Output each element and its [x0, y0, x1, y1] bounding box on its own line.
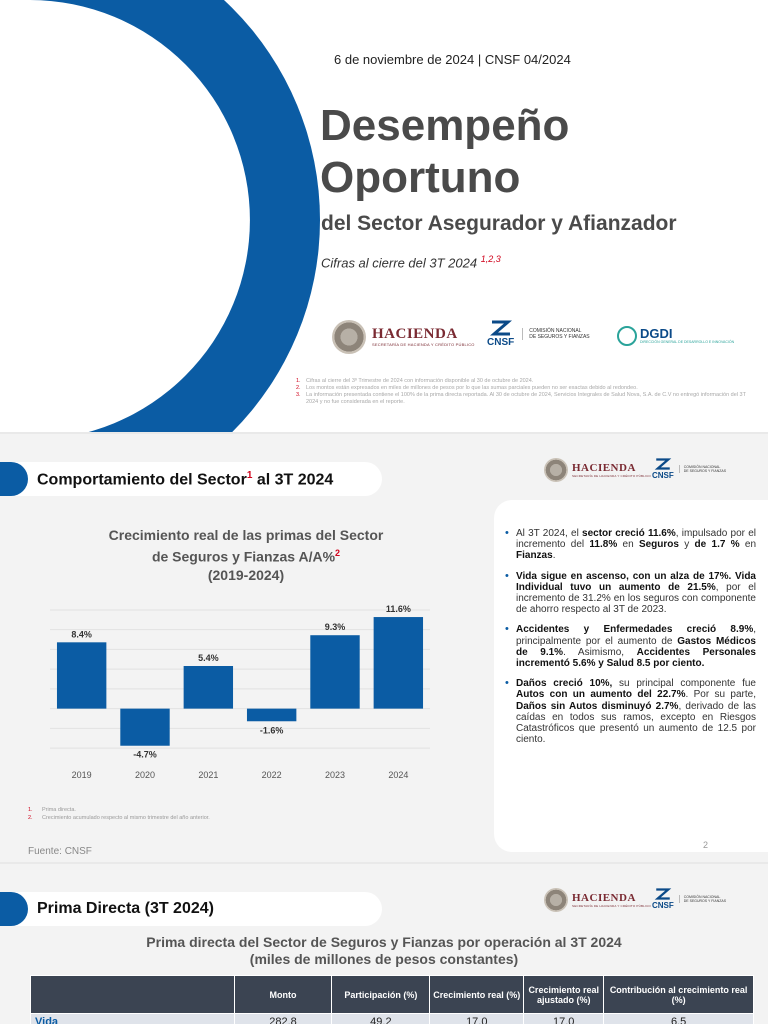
- slide-header-title: [37, 470, 333, 489]
- hacienda-subtitle: SECRETARÍA DE HACIENDA Y CRÉDITO PÚBLICO: [372, 342, 475, 347]
- table-cell: 282.8: [234, 1014, 332, 1024]
- column-header: Crecimiento real ajustado (%): [524, 976, 604, 1014]
- x-tick-label: 2020: [134, 770, 156, 780]
- page-number: 2: [703, 840, 709, 850]
- table-title-line1: Prima directa del Sector de Seguros y Fianzas por operación al 3T 2024: [146, 934, 622, 950]
- hacienda-wordmark: HACIENDA: [572, 891, 636, 904]
- cover-footnotes: [296, 378, 746, 406]
- cnsf-mark: [487, 320, 514, 348]
- prima-directa-table: [30, 975, 754, 1024]
- cnsf-description: [679, 465, 726, 473]
- bar-2022: [247, 709, 296, 722]
- cnsf-desc-line2: DE SEGUROS Y FIANZAS: [529, 334, 590, 340]
- hacienda-wordmark: HACIENDA: [372, 326, 458, 342]
- hacienda-logo: [544, 458, 651, 482]
- cnsf-desc-line1: COMISIÓN NACIONAL: [683, 465, 721, 469]
- chart-title-line1: Crecimiento real de las primas del Sector: [108, 527, 384, 543]
- header-title-sup: 1: [246, 470, 253, 481]
- cnsf-desc-line2: DE SEGUROS Y FIANZAS: [683, 899, 727, 903]
- cnsf-desc-line2: DE SEGUROS Y FIANZAS: [683, 469, 727, 473]
- cover-title: [320, 100, 569, 204]
- table-cell: 17.0: [524, 1014, 604, 1024]
- data-label: 9.3%: [324, 622, 346, 633]
- data-label: -1.6%: [259, 725, 284, 736]
- cnsf-logo: [652, 458, 726, 480]
- header-logos: [544, 888, 744, 918]
- bar-2019: [57, 642, 106, 708]
- data-label: 8.4%: [71, 629, 92, 640]
- source-note: Fuente: CNSF: [28, 846, 92, 857]
- cnsf-logo: [487, 320, 590, 348]
- sector-slide: [0, 434, 768, 862]
- data-label: -4.7%: [133, 749, 157, 760]
- data-label: 5.4%: [198, 653, 219, 663]
- bar-2023: [310, 635, 359, 708]
- hacienda-subtitle: SECRETARÍA DE HACIENDA Y CRÉDITO PÚBLICO: [572, 903, 651, 908]
- table-title-line2: (miles de millones de pesos constantes): [249, 951, 519, 967]
- brand-d-shape: [0, 0, 320, 432]
- national-seal-icon: [544, 888, 568, 912]
- cnsf-wordmark: CNSF: [652, 471, 674, 480]
- growth-bar-chart: [40, 586, 440, 786]
- cifras-text: Cifras al cierre del 3T 2024: [321, 255, 478, 271]
- summary-bullet: • Accidentes y Enfermedades creció 8.9%, principalmente por el aumento de Gastos Médicos de 9.1%. Asimismo, Accidentes Personales incrementó 5.6% y Salud 8.5 por ciento.: [504, 624, 756, 669]
- hacienda-subtitle: SECRETARÍA DE HACIENDA Y CRÉDITO PÚBLICO: [572, 473, 651, 478]
- data-label: 11.6%: [385, 604, 411, 615]
- cnsf-mark: [652, 458, 674, 480]
- cnsf-icon: [490, 320, 512, 336]
- table-title: [0, 934, 768, 968]
- bar-2020: [120, 709, 169, 746]
- cover-title-line1: Desempeño: [320, 101, 570, 150]
- column-header: [31, 976, 235, 1014]
- cnsf-desc-line1: COMISIÓN NACIONAL: [529, 328, 582, 334]
- cnsf-wordmark: CNSF: [652, 901, 674, 910]
- footnote: 1. Prima directa.: [28, 807, 76, 813]
- cifras-line: [321, 254, 501, 270]
- table-cell: 17.0: [430, 1014, 524, 1024]
- dgdi-icon: [617, 326, 637, 346]
- table-cell: 49.2: [332, 1014, 430, 1024]
- column-header: Crecimiento real (%): [430, 976, 524, 1014]
- cnsf-logo: [652, 888, 726, 910]
- cover-title-line2: Oportuno: [320, 153, 521, 202]
- cnsf-desc-line1: COMISIÓN NACIONAL: [683, 895, 721, 899]
- footnote: 2. Los montos están expresados en miles de millones de pesos por lo que las sumas parciales pueden no ser exactas debido al redondeo.: [296, 385, 638, 391]
- column-header: Contribución al crecimiento real (%): [604, 976, 754, 1014]
- header-logos: [544, 458, 744, 488]
- footnote: 2. Crecimiento acumulado respecto al mismo trimestre del año anterior.: [28, 815, 210, 821]
- table-cell: Vida: [31, 1014, 235, 1024]
- summary-bullet: • Al 3T 2024, el sector creció 11.6%, impulsado por el incremento del 11.8% en Seguros y de 1.7 % en Fianzas.: [504, 528, 756, 562]
- summary-bullet: • Vida sigue en ascenso, con un alza de 17%. Vida Individual tuvo un aumento de 21.5%, por el incremento de 31.2% en los seguros con componente de ahorro respecto al 3T de 2023.: [504, 571, 756, 616]
- chart-title: [60, 526, 432, 584]
- header-title-suffix: al 3T 2024: [252, 471, 334, 489]
- hacienda-logo: [332, 320, 475, 354]
- chart-title-line3: (2019-2024): [207, 566, 285, 583]
- column-header: Monto: [234, 976, 332, 1014]
- dgdi-wordmark: DGDI: [640, 326, 673, 341]
- footnote: 3. La información presentada contiene el 100% de la prima directa reportada. Al 30 de octubre de 2024, Servicios Integrales de Salud Nova, S.A. de C.V no entregó información del 3T 2024 y no fue considerada en el reporte.: [296, 392, 746, 405]
- cnsf-description: [679, 895, 726, 903]
- national-seal-icon: [332, 320, 366, 354]
- cnsf-mark: [652, 888, 674, 910]
- cover-subtitle: del Sector Asegurador y Afianzador: [321, 212, 677, 235]
- summary-textbox: [494, 500, 768, 852]
- prima-directa-slide: [0, 864, 768, 1024]
- cover-logos: [332, 318, 752, 358]
- hacienda-logo: [544, 888, 651, 912]
- header-title-text: Comportamiento del Sector: [37, 471, 247, 489]
- national-seal-icon: [544, 458, 568, 482]
- bar-2021: [184, 666, 233, 709]
- date-line: 6 de noviembre de 2024 | CNSF 04/2024: [334, 52, 571, 67]
- chart-title-line2: de Seguros y Fianzas A/A%$^2$: [151, 548, 341, 565]
- table-row: [31, 1014, 754, 1024]
- cifras-refs: 1,2,3: [480, 254, 501, 264]
- cnsf-icon: [654, 458, 672, 470]
- cnsf-icon: [654, 888, 672, 900]
- x-tick-label: 2024: [388, 770, 409, 780]
- cover-slide: [0, 0, 768, 432]
- chart-footnotes: [28, 806, 210, 822]
- x-tick-label: 2023: [324, 770, 346, 780]
- x-tick-label: 2022: [261, 770, 282, 780]
- slide-header-title: Prima Directa (3T 2024): [37, 900, 214, 917]
- footnote: 1. Cifras al cierre del 3º Trimestre de 2024 con información disponible al 30 de octubre de 2024.: [296, 378, 534, 384]
- summary-bullet: • Daños creció 10%, su principal componente fue Autos con un aumento del 22.7%. Por su parte, Daños sin Autos disminuyó 2.7%, derivado de las caídas en todos sus ramos, excepto en Riesgos Catastróficos que presentó un aumento de 12.5 por ciento.: [504, 678, 756, 745]
- table-header-row: [31, 976, 754, 1014]
- table-cell: 6.5: [604, 1014, 754, 1024]
- x-tick-label: 2019: [71, 770, 92, 780]
- column-header: Participación (%): [332, 976, 430, 1014]
- table-body: [31, 1014, 754, 1024]
- cnsf-description: [522, 328, 589, 340]
- bar-2024: [374, 617, 423, 709]
- cnsf-wordmark: CNSF: [487, 337, 515, 348]
- x-tick-label: 2021: [198, 770, 219, 780]
- hacienda-wordmark: HACIENDA: [572, 461, 636, 474]
- dgdi-logo: [617, 326, 734, 346]
- dgdi-subtitle: DIRECCIÓN GENERAL DE DESARROLLO E INNOVACIÓN: [640, 340, 735, 344]
